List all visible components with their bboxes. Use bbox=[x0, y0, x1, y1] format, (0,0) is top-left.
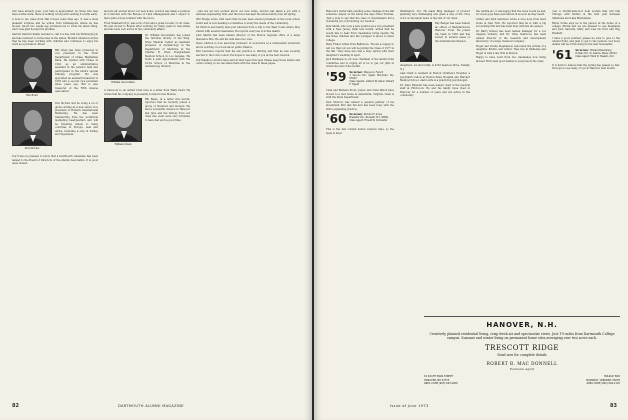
paragraph: Clem and Barbara Prout, Junior, and Clem Mixon have moved to a new home in Alexandria, Virginia. Clem is with the State Department. bbox=[326, 89, 394, 100]
paragraph: Dr. Barry Gibson has been named manager for a Los Angeles industry and Dr. Chay Yearwood has been named director of the research and development laboratory of a large chemical company. bbox=[476, 29, 546, 43]
right-page-number: 83 bbox=[610, 403, 617, 409]
paragraph: Pete Smith, who took a new position as a vice president with a New Jersey bank last month, writes that he would like to hear from classmates living nearby. He has three children and the youngest is about to enter college. bbox=[326, 25, 394, 42]
paragraph: the cartilla etc.) I was happy that the news would be bad, for a few guys have sent letters in as soon as they heard. bbox=[476, 10, 546, 17]
ad-agent-role: Exclusive Agent bbox=[509, 367, 535, 372]
ad-agent-name: ROBERT B. MAC DONNELL bbox=[486, 361, 558, 367]
paragraph: who have already gone, your help is appreciated. So those who may have a little extra, there is nothing wrong with sending it a little early. bbox=[12, 10, 98, 17]
paragraph: Garrett Dietrich finally decided to call it a day with his Pittsburgh job and has returned to home base in the states. Richard Anderson writes that he has been working with children and continues to enjoy his work as a probation officer. bbox=[12, 33, 98, 47]
secretary-name: Richard F. Jones bbox=[363, 113, 382, 117]
paragraph: Phil Lawrence reports that his law practice is thriving and that he was recently elected to the town council. He hopes to see many of you at the next reunion. bbox=[196, 50, 300, 57]
left-page bbox=[0, 0, 312, 420]
paragraph: ...and are all very excited about our new home. Gordon has taken a job with a national engineering firm, and the move has kept the whole family busy all spring. bbox=[196, 10, 300, 17]
right-column-1 bbox=[326, 10, 394, 136]
agent-label: Class Agents bbox=[349, 80, 365, 84]
paragraph: Roger and Donna Stephanson welcomed the arrival of a daughter, Kristin, last winter. They live in Wellesley and Roger is with a law firm in Boston. bbox=[476, 44, 546, 55]
agent-label: Class Agent bbox=[575, 55, 589, 59]
paragraph: You'll also be pleased to know that a Dartmouth classmate has been named to the Board of Directors of the Alumni Association. It is good news indeed. bbox=[12, 155, 98, 166]
right-column-2 bbox=[400, 10, 470, 99]
paragraph: A follow-up to an earlier brief note is a letter from Wally Pearl. He writes that his company is presently located in Des Moines. bbox=[104, 89, 190, 96]
paragraph: over a 50,000-mile-tour boat system that will link Chicago with Mobile in the next year between Oklahoma and Lake Minnehana. bbox=[552, 10, 620, 20]
paragraph: This is the last column before reunion time, so the news is brief. bbox=[326, 128, 394, 135]
paragraph: daughters, six and Cathy, is 4742 Seaview Drive, Tenafly, N.J. bbox=[400, 64, 470, 71]
paragraph: Dick Morrow was named a general partner of his investment firm last fall and has been busy with the firm's expanding practice. bbox=[326, 100, 394, 111]
left-page-footer: DARTMOUTH ALUMNI MAGAZINE bbox=[118, 404, 184, 408]
paragraph: and are all excited about our new home. Gordon has taken a position at Controller with the Bureau of Land Management and I expect to have quite a busy summer with the move. bbox=[104, 10, 190, 20]
ad-phone: AREA CODE (802) 649-1125 bbox=[586, 381, 620, 385]
portrait-photo bbox=[400, 22, 432, 62]
paragraph: Don McCaw will be doing a lot of globe-circling as a new senior vice president of Roberts International Marketing. He has been transferring from the worldwide marketing headquarters and will be traveling widely to many countries in Europe, Asia and Africa, including a stop in Turkey and Yugoslavia. bbox=[55, 102, 98, 137]
portrait-photo bbox=[12, 49, 52, 93]
secretary-address: 6 Dean Rd., N. Adams, Mass. 02154 bbox=[575, 52, 617, 55]
right-page-footer: Issue of June 1973 bbox=[390, 404, 429, 408]
secretary-label: Secretary bbox=[575, 48, 589, 52]
paragraph: Bill Bates, in a letter this month, reported that he recently joined a group of investors and brokers. We had a wonderful reunion in Hanover last June and the fellows from our class who went were very fortunate to have had such a good time. bbox=[145, 98, 190, 122]
ad-phone: AREA CODE (603) 643-2000 bbox=[424, 381, 458, 385]
ad-address-line: NORWICH, VERMONT 05055 bbox=[586, 378, 620, 382]
paragraph: Mary Fisher writes from Baltimore, 'We are so happy to tell you that our son will be joining the Class of 1977 in the fall.' They have also had a busy spring with their daughter's wedding in April. bbox=[326, 43, 394, 57]
paragraph: Dr. William Devonshire has joined the full-time faculty of the King-Drew Medical Center as assistant professor of dermatology in the Department of Medicine at the Charles R. Drew Postgraduate Medical School in Los Angeles. He holds a joint appointment with the UCLA School of Medicine in the dermatology division. bbox=[145, 33, 190, 68]
class-year: '61 bbox=[552, 47, 573, 62]
paragraph: I have a good summer, please be sure to give to the Alumni Fund, and plan to get to the reunion. Get more details will be forthcoming in the next Newsletter. bbox=[552, 36, 620, 47]
paragraph: Ray Badger has been named an officer of Manufacturers Hanover Trust. He joined the bank in 1965 and has served in several areas of the international division. bbox=[435, 22, 470, 43]
paragraph: Bill Olsen has been promoted to vice president in the Trust Department of Chase Manhattan Bank. He started with Chase in 1962 as an administrative assistant in the pension field and participated in the bank's special training program. He was appointed an assistant treasurer in 1965 and a second vice president three years ago. Bill is also treasurer of the Fifth Avenue Association. bbox=[55, 48, 98, 94]
class-agents: Gilbert W. Kezar, Robert F. Tippet bbox=[349, 80, 394, 87]
class-60-heading: '60 Secretary, Richard F. Jones Brewster Rd., Norwalk, N.Y. 10601 Class Agent: Ernest W. Schneider bbox=[326, 112, 389, 127]
secretary-label: Secretary bbox=[349, 113, 363, 117]
paragraph: Steve Carlson is now associate professor of economics at a midwestern university and is working on a book about public finance. bbox=[196, 42, 300, 49]
paragraph: Hanover's better half, pending some changes in the fall schedule, stayed on the whole five days. Peter Thomas, 'Just a note to say that the class of cheerleaders did a wonderful job of promoting our reunion.' bbox=[326, 10, 394, 24]
portrait-photo bbox=[12, 102, 52, 146]
paragraph: Alan Clark is resident at Boston Children's Hospital, a psychiatric fellow at Boston State Hospital and Harvard Medical School. Alan's wife is a practicing psychologist. bbox=[400, 72, 470, 83]
class-61-heading: '61 Secretary, Howard Rosenberg 6 Dean Rd., N. Adams, Mass. 02154 Class Agent: Mark D. Hewell, 2nd bbox=[552, 47, 617, 62]
ad-development-name: TRESCOTT RIDGE bbox=[485, 344, 559, 353]
class-agents: Ernest W. Schneider bbox=[364, 119, 388, 123]
portrait-photo bbox=[104, 98, 142, 142]
photo-caption: William Devonshire bbox=[111, 80, 135, 84]
left-column-3 bbox=[196, 10, 300, 67]
paragraph: Dr. Dave Ellender has been named chief of the medical staff at Hitchcock. He and his family have lived in Hanover for a number of years and are active in the community. bbox=[400, 84, 470, 98]
right-column-3 bbox=[476, 10, 546, 64]
paragraph: Happy to have word from two classmates now living abroad. Both send good wishes to everyone in the class. bbox=[476, 56, 546, 63]
left-column-1 bbox=[12, 10, 98, 167]
photo-caption: William Olsen bbox=[114, 143, 132, 147]
paragraph: Ed Morrow and family have just returned from a trip to the West Coast where they visited with several classmates. He reports everyone is in fine health. bbox=[196, 26, 300, 33]
portrait-photo bbox=[104, 34, 142, 80]
left-column-2 bbox=[104, 10, 190, 151]
secretary-label: Secretary bbox=[349, 70, 363, 74]
ad-tagline: Creatively planned residential living, crisp fresh air and spectacular views. Just 1½ miles from Dartmouth College campus. Summer and winter living on permanent home sites averaging over two acres each. bbox=[429, 332, 615, 341]
ad-title: HANOVER, N.H. bbox=[486, 321, 558, 329]
paragraph: Jack Harkness is our new chairman of the alumni fund committee and is urging all of us to get our gifts in before the end of the month. bbox=[326, 58, 394, 69]
trescott-ridge-ad bbox=[424, 316, 620, 398]
ad-address-line: HANOVER, NH 03755 bbox=[424, 378, 450, 382]
paragraph: Will Hodge wrote with news that he has been elected president of the local school board and is now heading a committee to study the needs of the community. bbox=[196, 18, 300, 25]
secretary-address: Brewster Rd., Norwalk, N.Y. 10601 bbox=[349, 116, 389, 120]
paragraph: Rufus Noble says he is the person at the home of a college official and we are pleased to see Stephanie and John Garretts, Mary and Lisa Du Pont and Reg Hasklett. bbox=[552, 21, 620, 35]
left-page-number: 82 bbox=[12, 403, 19, 409]
secretary-name: Wayne G. French bbox=[363, 70, 384, 74]
paragraph: John Martin has been named director of the Boston regional office of a large insurance firm. He and his wife have two sons. bbox=[196, 34, 300, 41]
right-page bbox=[314, 0, 628, 420]
class-59-heading: '59 Secretary, Wayne G. French 7 Vernon Rd., Upper Montclair, N.J. 07043 Class Agents: Gilbert W. Kezar, Robert F. Tippet bbox=[326, 69, 394, 87]
right-column-4 bbox=[552, 10, 620, 72]
ad-contact bbox=[424, 375, 620, 384]
agent-label: Class Agent bbox=[349, 119, 363, 123]
paragraph: Frost Weatherford Jr. was a bit of fun and a great booster of our class. He was moved to Boston after working for many years in real estate and has been very active in the community affairs. bbox=[104, 21, 190, 32]
secretary-name: Howard Rosenberg bbox=[589, 48, 612, 52]
class-agents: Mark D. Hewell, 2nd bbox=[590, 55, 614, 59]
photo-caption: Rex Bond bbox=[26, 93, 38, 97]
class-year: '60 bbox=[326, 112, 347, 127]
paragraph: Our thanks to all who have sent in their news this year. Please keep those letters and cards coming so we can share them with the class in these pages. bbox=[196, 58, 300, 66]
paragraph: A note to me came from Mal Couser some time ago. It was a most pleasant surprise and he writes from Indianapolis where he has moved. About two weeks ago promised me to write his latest thing. And I was glad he kept his promise. bbox=[12, 18, 98, 32]
paragraph: It is hard to believe that the spring has passed so fast. We hope to see many of you in Hanover next month. bbox=[552, 63, 620, 71]
photo-caption: Don McCaw bbox=[24, 147, 40, 151]
paragraph: Arthur and Dick Davidson wrote a nice note from their home in New York. He reported that he is with a big accounting firm and has been busy with the tax season. bbox=[476, 18, 546, 28]
secretary-address: 7 Vernon Rd., Upper Montclair, N.J. 07043 bbox=[349, 73, 394, 80]
ad-address-line: 16 SOUTH MAIN STREET bbox=[424, 375, 454, 379]
paragraph: Washington, D.C. He leads Bing manager of product planning very challenging and great a way of life. Nice word on the latest news of the rest of our class. bbox=[400, 10, 470, 20]
ad-address-line: HOLIDAY BOX bbox=[603, 375, 620, 379]
class-year: '59 bbox=[326, 69, 347, 84]
ad-subtitle: Send now for complete details bbox=[497, 353, 547, 358]
